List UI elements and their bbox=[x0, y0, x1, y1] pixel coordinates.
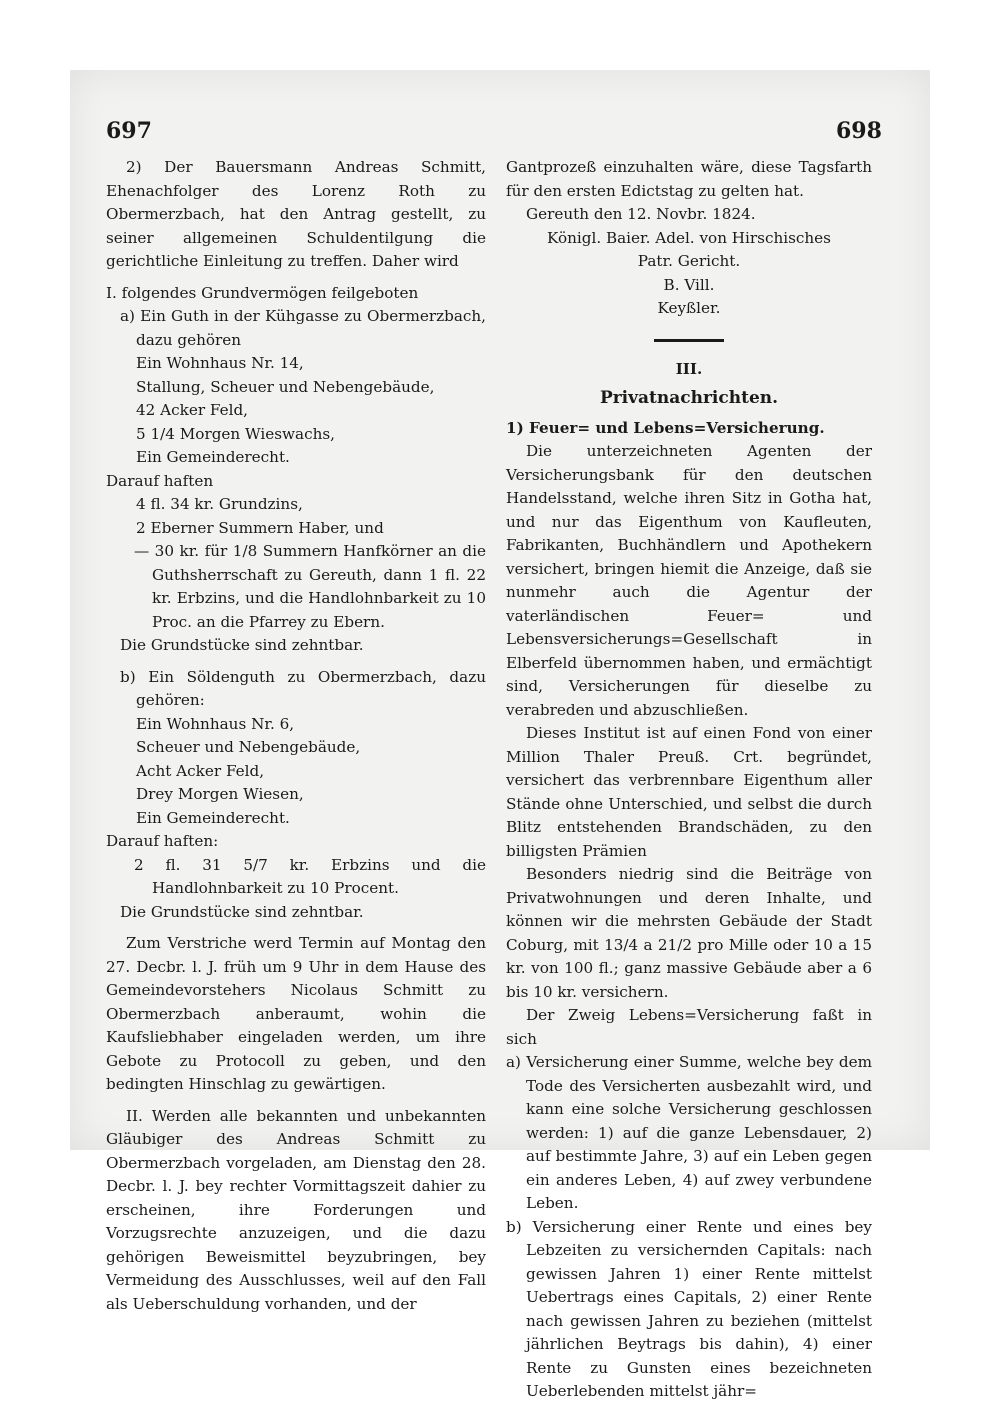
section-2-paragraph: II. Werden alle bekannten und unbekannten Gläubiger des Andreas Schmitt zu Obermerzbach vorgeladen, am Dienstag den 28. Decbr. l. J. bey rechter Vormittagszeit dahier zu erscheinen, ihre Forderungen und Vorzugsrechte anzuzeigen, und die dazu gehörigen Beweismittel beyzubringen, bey Vermeidung des Ausschlusses, weil auf den Fall als Ueberschuldung vorhanden, und der bbox=[106, 1106, 486, 1313]
section-heading-1: I. folgendes Grundvermögen feilgeboten bbox=[106, 283, 419, 302]
list-item: Ein Gemeinderecht. bbox=[136, 808, 290, 827]
item-b-list bbox=[106, 713, 486, 831]
list-item: — 30 kr. für 1/8 Summern Hanfkörner an die Guthsherrschaft zu Gereuth, dann 1 fl. 22 kr. Erbzins, und die Handlohnbarkeit zu 10 Proc. an die Pfarrey zu Ebern. bbox=[134, 542, 486, 631]
list-item: Acht Acker Feld, bbox=[136, 761, 265, 780]
continuation-paragraph: Gantprozeß einzuhalten wäre, diese Tagsfarth für den ersten Edictstag zu gelten hat. bbox=[506, 158, 872, 200]
list-item: 5 1/4 Morgen Wieswachs, bbox=[136, 424, 335, 443]
item-a-title: a) Ein Guth in der Kühgasse zu Obermerzbach, dazu gehören bbox=[120, 307, 486, 349]
paragraph-agents: Die unterzeichneten Agenten der Versicherungsbank für den deutschen Handelsstand, welche ihren Sitz in Gotha hat, und nur das Eigenthum von Kaufleuten, Fabrikanten, Buchhändlern und Apothekern versichert, bringen hiemit die Anzeige, daß sie nunmehr auch die Agentur der vaterländischen Feuer= und Lebensversicherungs=Gesellschaft in Elberfeld übernommen haben, und ermächtigt sind, Versicherungen für dieselbe zu verabreden und abzuschließen. bbox=[506, 442, 872, 719]
section-number-3: III. bbox=[675, 359, 703, 378]
paragraph-institut: Dieses Institut ist auf einen Fond von einer Million Thaler Preuß. Crt. begründet, versichert das verbrennbare Eigenthum aller Stände ohne Unterschied, und selbst die durch Blitz entstehenden Brandschäden, zu den billigsten Prämien bbox=[506, 724, 872, 860]
list-item: Ein Wohnhaus Nr. 14, bbox=[136, 354, 304, 372]
list-item: Scheuer und Nebengebäude, bbox=[136, 738, 361, 756]
signature-1: B. Vill. bbox=[663, 275, 715, 294]
list-item: Ein Gemeinderecht. bbox=[136, 448, 290, 466]
right-page-number: 698 bbox=[836, 118, 882, 144]
section-heading-privatnachrichten: Privatnachrichten. bbox=[599, 388, 779, 408]
section-divider-rule bbox=[654, 339, 724, 342]
list-item-b: b) Versicherung einer Rente und eines bey Lebzeiten zu versichernden Capitals: nach gewissen Jahren 1) einer Rente mittelst Uebertrags eines Capitals, 2) einer Rente nach gewissen Jahren zu beziehen (mittelst jährlichen Beytrags bis dahin), 4) einer Rente zu Gunsten eines bezeichneten Ueberlebenden mittelst jähr= bbox=[506, 1217, 872, 1400]
left-column bbox=[106, 156, 486, 1316]
item-b-zehntbar: Die Grundstücke sind zehntbar. bbox=[120, 902, 364, 921]
left-paragraph-intro: 2) Der Bauersmann Andreas Schmitt, Ehenachfolger des Lorenz Roth zu Obermerzbach, hat den Antrag gestellt, zu seiner allgemeinen Schuldentilgung die gerichtliche Einleitung zu treffen. Daher wird bbox=[106, 158, 486, 270]
paragraph-beitraege: Besonders niedrig sind die Beiträge von Privatwohnungen und deren Inhalte, und können wir die mehrsten Gebäude der Stadt Coburg, mit 13/4 a 21/2 pro Mille oder 10 a 15 kr. von 100 fl.; ganz massive Gebäude aber a 6 bis 10 kr. versichern. bbox=[506, 865, 872, 1001]
list-item: 4 fl. 34 kr. Grundzins, bbox=[136, 495, 303, 513]
paragraph-lebens-versicherung: Der Zweig Lebens=Versicherung faßt in sich bbox=[506, 1006, 872, 1048]
list-item: Stallung, Scheuer und Nebengebäude, bbox=[136, 377, 435, 396]
item-b-haften: 2 fl. 31 5/7 kr. Erbzins und die Handlohnbarkeit zu 10 Procent. bbox=[134, 855, 486, 897]
list-item: 2 Eberner Summern Haber, und bbox=[136, 518, 384, 537]
item-b-title: b) Ein Söldenguth zu Obermerzbach, dazu gehören: bbox=[120, 667, 486, 709]
termin-paragraph: Zum Verstriche werd Termin auf Montag den 27. Decbr. l. J. früh um 9 Uhr in dem Hause des Gemeindevorstehers Nicolaus Schmitt zu Obermerzbach anberaumt, wohin die Kaufsliebhaber eingeladen werden, um ihre Gebote zu Protocoll zu geben, und den bedingten Hinschlag zu gewärtigen. bbox=[106, 934, 486, 1093]
list-item-a: a) Versicherung einer Summe, welche bey dem Tode des Versicherten ausbezahlt wird, und kann eine solche Versicherung geschlossen werden: 1) auf die ganze Lebensdauer, 2) auf bestimmte Jahre, 3) auf ein Leben gegen ein anderes Leben, 4) auf zwey verbundene Leben. bbox=[506, 1053, 872, 1212]
list-item: 42 Acker Feld, bbox=[136, 401, 249, 419]
list-item: Drey Morgen Wiesen, bbox=[136, 785, 304, 803]
item-a-zehntbar: Die Grundstücke sind zehntbar. bbox=[120, 636, 364, 654]
list-item: Ein Wohnhaus Nr. 6, bbox=[136, 714, 295, 733]
signature-2: Keyßler. bbox=[657, 299, 721, 317]
item-b-darauf-label: Darauf haften: bbox=[106, 832, 219, 850]
right-column bbox=[506, 156, 872, 1404]
left-page-number: 697 bbox=[106, 118, 152, 144]
dateline: Gereuth den 12. Novbr. 1824. bbox=[526, 205, 756, 223]
item-a-list bbox=[106, 352, 486, 470]
court-name-line-1: Königl. Baier. Adel. von Hirschisches bbox=[547, 228, 831, 247]
item-a-darauf-label: Darauf haften bbox=[106, 471, 214, 490]
court-name-line-2: Patr. Gericht. bbox=[637, 252, 741, 270]
sub-heading-versicherung: 1) Feuer= und Lebens=Versicherung. bbox=[506, 418, 825, 437]
